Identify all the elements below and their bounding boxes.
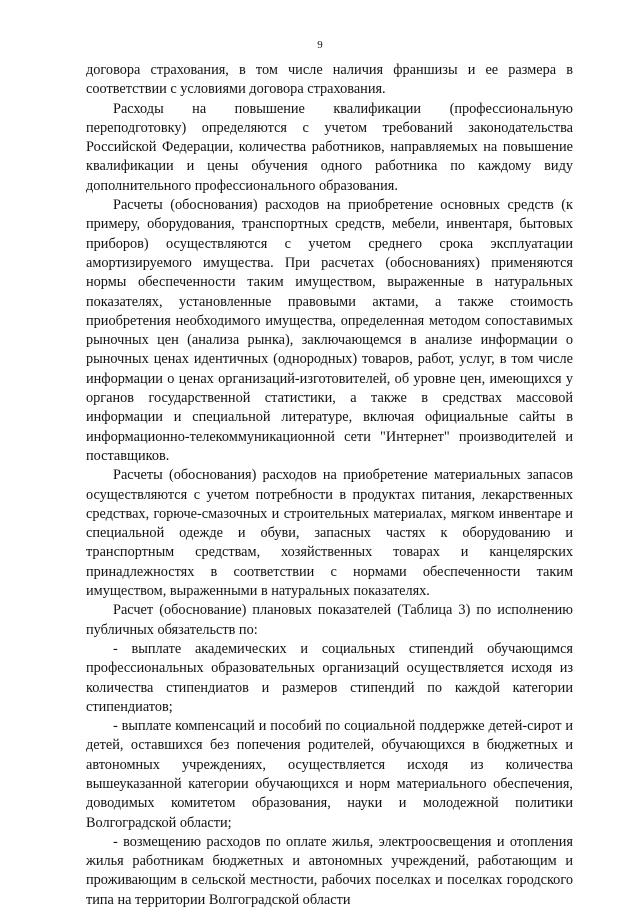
body-text [86, 61, 573, 910]
list-item-scholarships: - выплате академических и социальных стипендий обучающимся профессиональных образовательных организаций осуществляется исходя из количества стипендиатов и размеров стипендий по каждой категории стипендиатов; [86, 640, 573, 715]
paragraph-fixed-assets: Расчеты (обоснования) расходов на приобретение основных средств (к примеру, оборудования, транспортных средств, мебели, инвентаря, бытовых приборов) осуществляются с учетом среднего срока эксплуатации амортизируемого имущества. При расчетах (обоснованиях) применяются нормы обеспеченности таким имуществом, выраженные в натуральных показателях, установленные правовыми актами, а также стоимость приобретения необходимого имущества, определенная методом сопоставимых рыночных цен (анализа рынка), заключающемся в анализе информации о рыночных ценах идентичных (однородных) товаров, работ, услуг, в том числе информации о ценах организаций-изготовителей, об уровне цен, имеющихся у органов государственной статистики, а также в средствах массовой информации и специальной литературе, включая официальные сайты в информационно-телекоммуникационной сети "Интернет" производителей и поставщиков. [86, 197, 573, 464]
paragraph-material-supplies: Расчеты (обоснования) расходов на приобретение материальных запасов осуществляются с учетом потребности в продуктах питания, лекарственных средствах, горюче-смазочных и строительных материалах, мягком инвентаре и специальной одежде и обуви, запасных частях к оборудованию и транспортным средствам, хозяйственных товарах и канцелярских принадлежностях в соответствии с нормами обеспеченности таким имуществом, выраженными в натуральных показателях. [86, 467, 573, 600]
paragraph-public-obligations: Расчет (обоснование) плановых показателей (Таблица 3) по исполнению публичных обязательств по: [86, 602, 573, 638]
page-number: 9 [317, 39, 323, 51]
list-item-orphan-support: - выплате компенсаций и пособий по социальной поддержке детей-сирот и детей, оставшихся без попечения родителей, обучающихся в бюджетных и автономных учреждениях, осуществляется исходя из количества вышеуказанной категории обучающихся и норм материального обеспечения, доводимых комитетом образования, науки и молодежной политики Волгоградской области; [86, 718, 573, 831]
paragraph-insurance-continuation: договора страхования, в том числе наличия франшизы и ее размера в соответствии с условиями договора страхования. [86, 62, 573, 98]
paragraph-qualification-costs: Расходы на повышение квалификации (профессиональную переподготовку) определяются с учетом требований законодательства Российской Федерации, количества работников, направляемых на повышение квалификации и цены обучения одного работника по каждому виду дополнительного профессионального образования. [86, 100, 573, 194]
list-item-housing-reimbursement: - возмещению расходов по оплате жилья, электроосвещения и отопления жилья работникам бюджетных и автономных учреждений, работающим и проживающим в сельской местности, рабочих поселках и поселках городского типа на территории Волгоградской области [86, 833, 573, 908]
